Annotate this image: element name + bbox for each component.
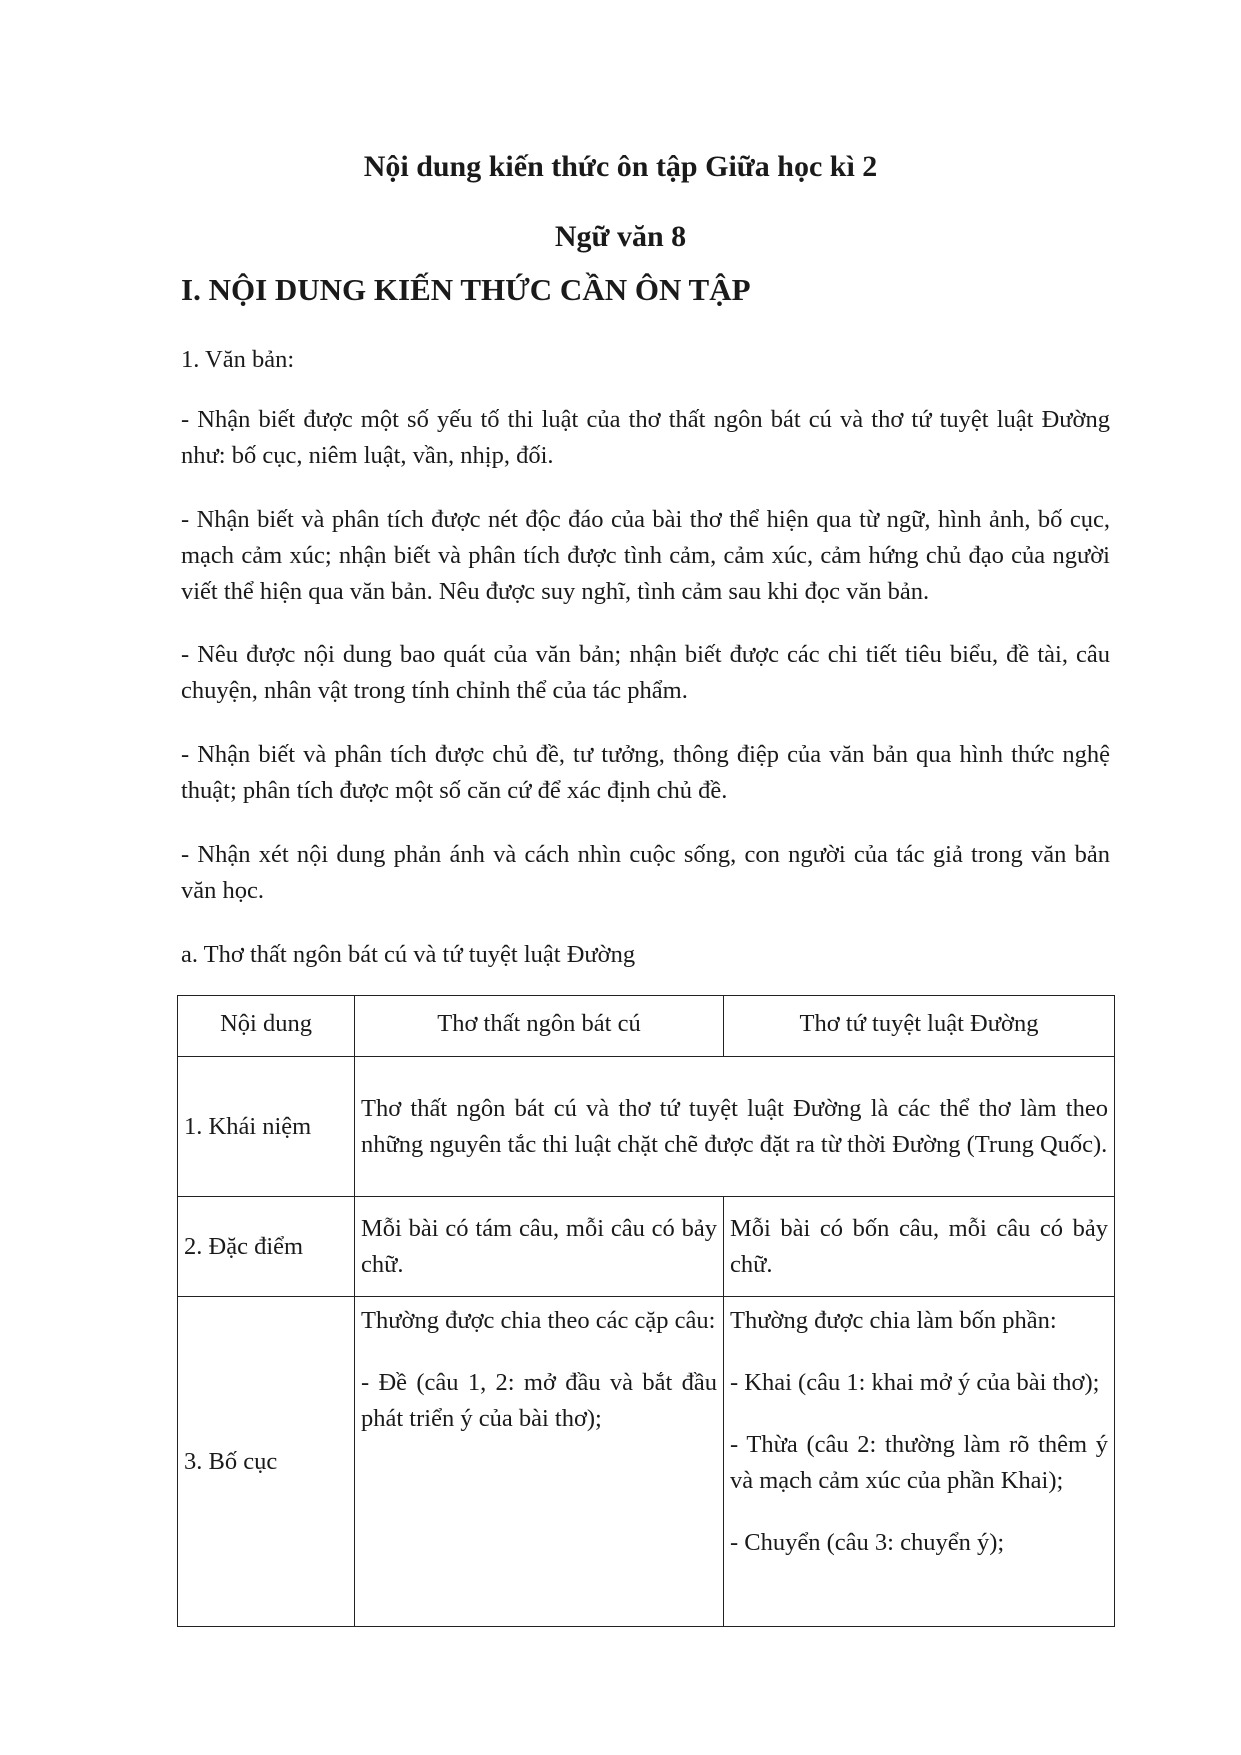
header-that-ngon-bat-cu: Thơ thất ngôn bát cú — [355, 996, 724, 1057]
bullet-4: - Nhận biết và phân tích được chủ đề, tư tưởng, thông điệp của văn bản qua hình thức nghệ thuật; phân tích được một số căn cứ để xác định chủ đề. — [181, 741, 1110, 804]
bo-cuc-tu-tuyet-thua: - Thừa (câu 2: thường làm rõ thêm ý và mạch cảm xúc của phần Khai); — [730, 1431, 1108, 1494]
bo-cuc-bat-cu — [355, 1297, 724, 1627]
subsection-a: a. Thơ thất ngôn bát cú và tứ tuyệt luật Đường — [181, 941, 636, 968]
bullet-3: - Nêu được nội dung bao quát của văn bản; nhận biết được các chi tiết tiêu biểu, đề tài, câu chuyện, nhân vật trong tính chỉnh thể của tác phẩm. — [181, 641, 1110, 704]
bullet-1: - Nhận biết được một số yếu tố thi luật của thơ thất ngôn bát cú và thơ tứ tuyệt luật Đường như: bố cục, niêm luật, vần, nhịp, đối. — [181, 406, 1110, 469]
bo-cuc-tu-tuyet-intro: Thường được chia làm bốn phần: — [730, 1307, 1057, 1334]
bullet-2: - Nhận biết và phân tích được nét độc đáo của bài thơ thể hiện qua từ ngữ, hình ảnh, bố cục, mạch cảm xúc; nhận biết và phân tích được tình cảm, cảm xúc, cảm hứng chủ đạo của người viết thể hiện qua văn bản. Nêu được suy nghĩ, tình cảm sau khi đọc văn bản. — [181, 506, 1110, 605]
table-header-row — [178, 996, 1115, 1057]
header-noi-dung: Nội dung — [178, 996, 355, 1057]
dac-diem-tu-tuyet: Mỗi bài có bốn câu, mỗi câu có bảy chữ. — [724, 1197, 1115, 1297]
subsection-van-ban: 1. Văn bản: — [181, 346, 295, 373]
bo-cuc-tu-tuyet-khai: - Khai (câu 1: khai mở ý của bài thơ); — [730, 1369, 1100, 1396]
section-heading: I. NỘI DUNG KIẾN THỨC CẦN ÔN TẬP — [181, 272, 751, 307]
header-tu-tuyet: Thơ tứ tuyệt luật Đường — [724, 996, 1115, 1057]
table-row — [178, 1297, 1115, 1627]
row-label-khai-niem: 1. Khái niệm — [178, 1057, 355, 1197]
bo-cuc-bat-cu-intro: Thường được chia theo các cặp câu: — [361, 1307, 716, 1334]
table-row — [178, 1057, 1115, 1197]
row-khai-niem-content: Thơ thất ngôn bát cú và thơ tứ tuyệt luật Đường là các thể thơ làm theo những nguyên tắc thi luật chặt chẽ được đặt ra từ thời Đường (Trung Quốc). — [355, 1057, 1115, 1197]
row-label-dac-diem: 2. Đặc điểm — [178, 1197, 355, 1297]
row-label-bo-cuc: 3. Bố cục — [178, 1297, 355, 1627]
bo-cuc-bat-cu-de: - Đề (câu 1, 2: mở đầu và bắt đầu phát triển ý của bài thơ); — [361, 1369, 717, 1432]
document-title: Nội dung kiến thức ôn tập Giữa học kì 2 — [363, 150, 878, 183]
table-row — [178, 1197, 1115, 1297]
bo-cuc-tu-tuyet — [724, 1297, 1115, 1627]
poetry-comparison-table — [177, 995, 1115, 1627]
dac-diem-bat-cu: Mỗi bài có tám câu, mỗi câu có bảy chữ. — [355, 1197, 724, 1297]
bullet-5: - Nhận xét nội dung phản ánh và cách nhìn cuộc sống, con người của tác giả trong văn bản văn học. — [181, 841, 1110, 904]
document-subtitle: Ngữ văn 8 — [554, 220, 687, 253]
bo-cuc-tu-tuyet-chuyen: - Chuyển (câu 3: chuyển ý); — [730, 1529, 1005, 1556]
